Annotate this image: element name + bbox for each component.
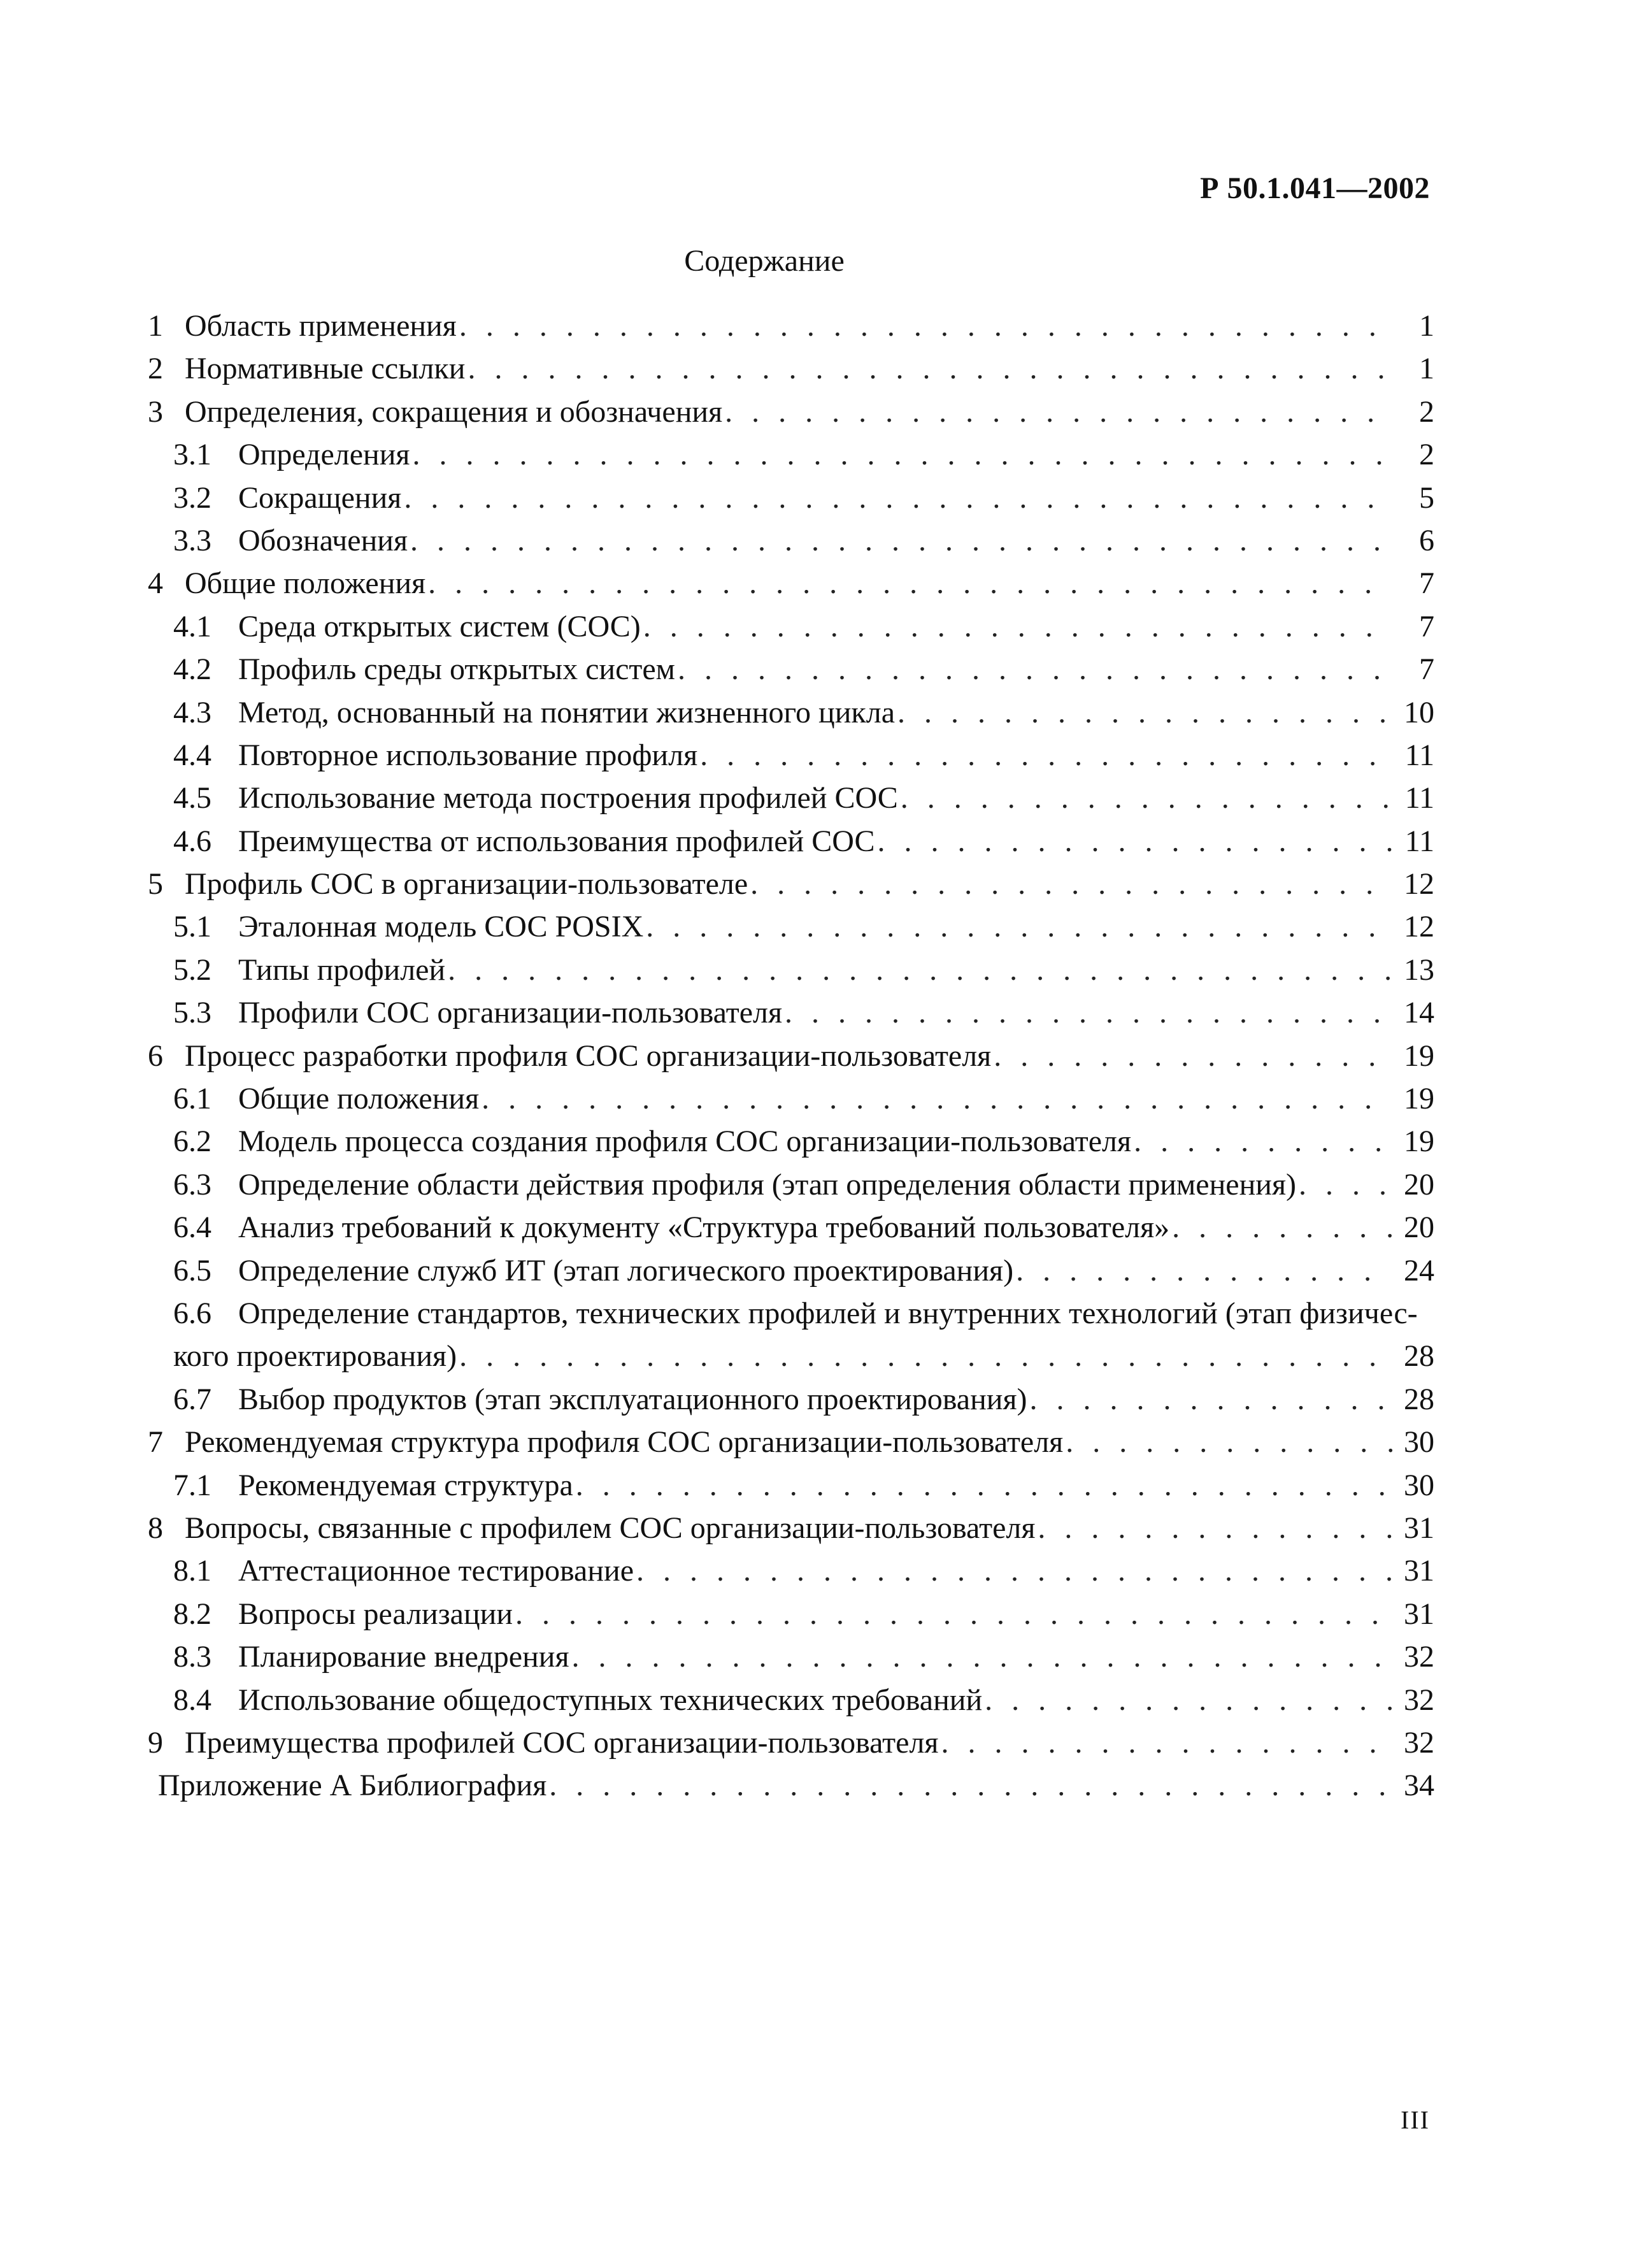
toc-entry-page: 12 [1404, 867, 1434, 901]
toc-entry-number: 8.3 [173, 1640, 211, 1674]
toc-title: Содержание [684, 244, 845, 278]
toc-entry-page: 1 [1419, 352, 1434, 386]
toc-entry-page: 5 [1419, 480, 1434, 515]
toc-entry-text: Анализ требований к документу «Структура требований пользователя» [238, 1210, 1170, 1245]
toc-entry-number: 4.6 [173, 824, 211, 858]
toc-entry-text: Процесс разработки профиля СОС организации-пользователя [185, 1038, 992, 1073]
toc-entry-page: 19 [1404, 1124, 1434, 1159]
toc-entry [148, 1120, 1434, 1163]
toc-entry [148, 1679, 1434, 1721]
toc-entry [148, 905, 1434, 948]
toc-entry [148, 477, 1434, 519]
toc-leader-dots [941, 1721, 1392, 1764]
toc-entry-number: 8 [148, 1511, 163, 1545]
toc-leader-dots [985, 1679, 1392, 1721]
toc-entry-label [148, 605, 641, 648]
toc-entry [148, 1035, 1434, 1077]
toc-entry-label [148, 433, 410, 476]
toc-entry [148, 562, 1434, 605]
toc-entry-text: Вопросы, связанные с профилем СОС организации-пользователя [185, 1511, 1036, 1545]
toc-entry-text: Среда открытых систем (СОС) [238, 609, 641, 643]
toc-entry-label [148, 1679, 982, 1721]
toc-leader-dots [428, 562, 1392, 605]
toc-entry-text: Преимущества профилей СОС организации-пользователя [185, 1725, 939, 1760]
toc-entry-label [148, 1206, 1169, 1249]
toc-entry-label [148, 1249, 1013, 1292]
toc-entry-number: 3.3 [173, 523, 211, 557]
toc-entry-page: 1 [1419, 309, 1434, 343]
toc-entry-number: 8.2 [173, 1597, 211, 1631]
toc-entry-label [148, 777, 898, 819]
toc-entry-number: 9 [148, 1725, 163, 1760]
toc-entry-label [148, 562, 425, 605]
toc-leader-dots [725, 391, 1392, 433]
toc-entry-page: 12 [1404, 910, 1434, 944]
toc-leader-dots [459, 305, 1392, 347]
toc-entry-label [148, 1635, 569, 1678]
toc-entry-text: Нормативные ссылки [185, 352, 466, 386]
toc-leader-dots [576, 1464, 1392, 1507]
toc-entry-number: 3.1 [173, 438, 211, 472]
toc-entry-label [148, 648, 675, 691]
toc-leader-dots [1299, 1163, 1392, 1206]
toc-entry-label [148, 734, 697, 777]
toc-entry-label [148, 391, 722, 433]
toc-entry [148, 347, 1434, 390]
table-of-contents [148, 305, 1434, 1807]
toc-entry-text: Обозначения [238, 523, 408, 557]
toc-entry [148, 1077, 1434, 1120]
toc-entry-number: 4 [148, 566, 163, 601]
toc-entry-text: Определения [238, 438, 410, 472]
toc-entry [148, 734, 1434, 777]
toc-leader-dots [459, 1335, 1392, 1377]
toc-entry-page: 20 [1404, 1210, 1434, 1245]
toc-leader-dots [1134, 1120, 1392, 1163]
toc-entry-number: 4.3 [173, 695, 211, 729]
toc-entry-number: 5.3 [173, 996, 211, 1030]
toc-entry-text: Профили СОС организации-пользователя [238, 996, 783, 1030]
toc-leader-dots [412, 433, 1392, 476]
toc-entry-text: Сокращения [238, 480, 402, 515]
toc-entry [148, 820, 1434, 863]
toc-leader-dots [1172, 1206, 1392, 1249]
toc-entry-page: 7 [1419, 609, 1434, 643]
toc-entry-page: 28 [1404, 1382, 1434, 1416]
footer-page-number: III [1401, 2106, 1430, 2134]
toc-entry-number: 6 [148, 1038, 163, 1073]
toc-entry-number: 5.1 [173, 910, 211, 944]
toc-leader-dots [785, 991, 1392, 1034]
toc-entry-page: 31 [1404, 1511, 1434, 1545]
toc-entry-text: Рекомендуемая структура [238, 1468, 573, 1502]
toc-entry [148, 777, 1434, 819]
toc-entry-label [148, 820, 875, 863]
toc-entry [148, 1292, 1434, 1335]
toc-entry-text: Приложение А Библиография [158, 1769, 547, 1803]
toc-leader-dots [878, 820, 1392, 863]
toc-entry-number: 8.1 [173, 1554, 211, 1588]
toc-entry-number: 6.4 [173, 1210, 211, 1245]
toc-leader-dots [636, 1549, 1392, 1592]
toc-entry-page: 11 [1404, 738, 1434, 772]
toc-leader-dots [1038, 1507, 1392, 1549]
toc-entry-page: 10 [1404, 695, 1434, 729]
toc-entry [148, 1378, 1434, 1421]
toc-entry [148, 1464, 1434, 1507]
toc-entry-label [148, 1507, 1035, 1549]
toc-entry-label [148, 949, 445, 991]
toc-leader-dots [897, 691, 1392, 734]
toc-entry-page: 31 [1404, 1597, 1434, 1631]
toc-leader-dots [549, 1764, 1392, 1807]
toc-leader-dots [468, 347, 1392, 390]
toc-entry-number: 6.6 [173, 1296, 211, 1330]
toc-leader-dots [994, 1035, 1392, 1077]
toc-entry-text: Рекомендуемая структура профиля СОС организации-пользователя [185, 1425, 1064, 1460]
toc-entry-page: 19 [1404, 1038, 1434, 1073]
toc-entry-page: 32 [1404, 1725, 1434, 1760]
toc-entry-text: Аттестационное тестирование [238, 1554, 634, 1588]
toc-entry-label [148, 1593, 513, 1635]
toc-entry-text: Модель процесса создания профиля СОС организации-пользователя [238, 1124, 1132, 1159]
toc-entry-text: Определение стандартов, технических профилей и внутренних технологий (этап физичес- [238, 1296, 1418, 1330]
toc-entry-label [148, 905, 643, 948]
toc-entry-page: 7 [1419, 566, 1434, 601]
toc-entry-number: 7 [148, 1425, 163, 1460]
toc-entry-text: Выбор продуктов (этап эксплуатационного проектирования) [238, 1382, 1027, 1416]
toc-entry-number: 6.3 [173, 1167, 211, 1202]
toc-entry [148, 1635, 1434, 1678]
toc-entry-text: Общие положения [185, 566, 426, 601]
toc-entry [148, 691, 1434, 734]
toc-entry [148, 991, 1434, 1034]
toc-entry-number: 3 [148, 394, 163, 429]
toc-leader-dots [750, 863, 1392, 905]
toc-entry-number: 4.5 [173, 781, 211, 815]
toc-entry-label [148, 991, 782, 1034]
toc-entry-label [148, 691, 895, 734]
document-number: Р 50.1.041—2002 [1200, 171, 1430, 205]
toc-leader-dots [572, 1635, 1392, 1678]
toc-leader-dots [515, 1593, 1392, 1635]
toc-entry-label [148, 347, 465, 390]
toc-leader-dots [700, 734, 1392, 777]
toc-leader-dots [901, 777, 1392, 819]
toc-entry-text: Планирование внедрения [238, 1640, 569, 1674]
toc-leader-dots [646, 905, 1392, 948]
toc-entry-number: 4.4 [173, 738, 211, 772]
toc-entry-number: 4.2 [173, 652, 211, 687]
toc-entry-page: 30 [1404, 1468, 1434, 1502]
toc-entry [148, 305, 1434, 347]
toc-leader-dots [1016, 1249, 1392, 1292]
toc-entry-label [148, 1721, 938, 1764]
toc-entry-label [148, 519, 408, 562]
toc-entry-number: 7.1 [173, 1468, 211, 1502]
toc-leader-dots [404, 477, 1392, 519]
toc-entry [148, 648, 1434, 691]
toc-entry-text: Определения, сокращения и обозначения [185, 394, 723, 429]
toc-leader-dots [1030, 1378, 1392, 1421]
toc-entry-page: 24 [1404, 1253, 1434, 1288]
toc-entry-page: 30 [1404, 1425, 1434, 1460]
toc-entry-label [148, 1464, 573, 1507]
toc-entry [148, 1206, 1434, 1249]
toc-entry [148, 433, 1434, 476]
toc-entry-number: 6.5 [173, 1253, 211, 1288]
toc-entry-page: 2 [1419, 394, 1434, 429]
toc-entry [148, 1549, 1434, 1592]
toc-entry-label [148, 1292, 1418, 1335]
toc-entry-page: 14 [1404, 996, 1434, 1030]
toc-entry-number: 6.7 [173, 1382, 211, 1416]
toc-entry-text: Вопросы реализации [238, 1597, 513, 1631]
toc-entry-label [148, 477, 401, 519]
toc-entry [148, 391, 1434, 433]
toc-entry-text: Повторное использование профиля [238, 738, 698, 772]
toc-entry-label [148, 1549, 634, 1592]
toc-leader-dots [1066, 1421, 1392, 1463]
toc-entry-text: Использование метода построения профилей СОС [238, 781, 898, 815]
toc-entry-number: 8.4 [173, 1683, 211, 1717]
toc-entry-text: Профиль СОС в организации-пользователе [185, 867, 748, 901]
toc-entry [148, 519, 1434, 562]
toc-entry [148, 1721, 1434, 1764]
toc-entry-text: Использование общедоступных технических требований [238, 1683, 983, 1717]
toc-leader-dots [643, 605, 1392, 648]
toc-entry [148, 1764, 1434, 1807]
toc-entry-number: 5.2 [173, 952, 211, 987]
toc-entry [148, 605, 1434, 648]
toc-entry-page: 32 [1404, 1683, 1434, 1717]
toc-entry-text: Определение области действия профиля (этап определения области применения) [238, 1167, 1297, 1202]
toc-entry-label [148, 1163, 1296, 1206]
toc-entry-label [148, 863, 748, 905]
toc-entry-page: 13 [1404, 952, 1434, 987]
toc-entry-text: Область применения [185, 309, 457, 343]
toc-entry-page: 19 [1404, 1082, 1434, 1116]
toc-entry-page: 6 [1419, 523, 1434, 557]
toc-entry-label [148, 1378, 1027, 1421]
toc-entry-label [148, 305, 457, 347]
toc-entry-number: 6.2 [173, 1124, 211, 1159]
toc-entry-page: 11 [1404, 824, 1434, 858]
toc-entry-page: 11 [1404, 781, 1434, 815]
toc-entry [148, 1249, 1434, 1292]
toc-entry-text: Общие положения [238, 1082, 480, 1116]
toc-entry-page: 20 [1404, 1167, 1434, 1202]
toc-entry-text: Профиль среды открытых систем [238, 652, 676, 687]
toc-leader-dots [448, 949, 1392, 991]
toc-entry-page: 28 [1404, 1339, 1434, 1374]
toc-entry [148, 1335, 1434, 1377]
toc-entry-label [148, 1035, 991, 1077]
toc-entry-label [148, 1120, 1131, 1163]
toc-entry-text: Метод, основанный на понятии жизненного цикла [238, 695, 895, 729]
toc-entry-number: 5 [148, 867, 163, 901]
toc-entry-text: Определение служб ИТ (этап логического проектирования) [238, 1253, 1014, 1288]
toc-entry-text: Типы профилей [238, 952, 446, 987]
toc-entry-number: 6.1 [173, 1082, 211, 1116]
toc-entry-label [148, 1764, 546, 1807]
toc-entry-text: Эталонная модель СОС POSIX [238, 910, 644, 944]
toc-entry-number: 3.2 [173, 480, 211, 515]
toc-entry-label [148, 1335, 457, 1377]
toc-leader-dots [410, 519, 1392, 562]
toc-entry-number: 2 [148, 352, 163, 386]
toc-entry [148, 1421, 1434, 1463]
toc-entry-page: 7 [1419, 652, 1434, 687]
toc-entry-label [148, 1421, 1063, 1463]
toc-entry-page: 2 [1419, 438, 1434, 472]
toc-leader-dots [482, 1077, 1392, 1120]
toc-entry-text: Преимущества от использования профилей СОС [238, 824, 875, 858]
toc-entry-page: 34 [1404, 1769, 1434, 1803]
toc-entry [148, 1163, 1434, 1206]
toc-entry [148, 949, 1434, 991]
toc-entry-page: 32 [1404, 1640, 1434, 1674]
toc-entry [148, 1593, 1434, 1635]
toc-entry-number: 1 [148, 309, 163, 343]
toc-leader-dots [678, 648, 1392, 691]
toc-entry-page: 31 [1404, 1554, 1434, 1588]
toc-entry [148, 1507, 1434, 1549]
toc-entry [148, 863, 1434, 905]
toc-entry-text: кого проектирования) [173, 1339, 457, 1374]
toc-entry-number: 4.1 [173, 609, 211, 643]
toc-entry-label [148, 1077, 479, 1120]
